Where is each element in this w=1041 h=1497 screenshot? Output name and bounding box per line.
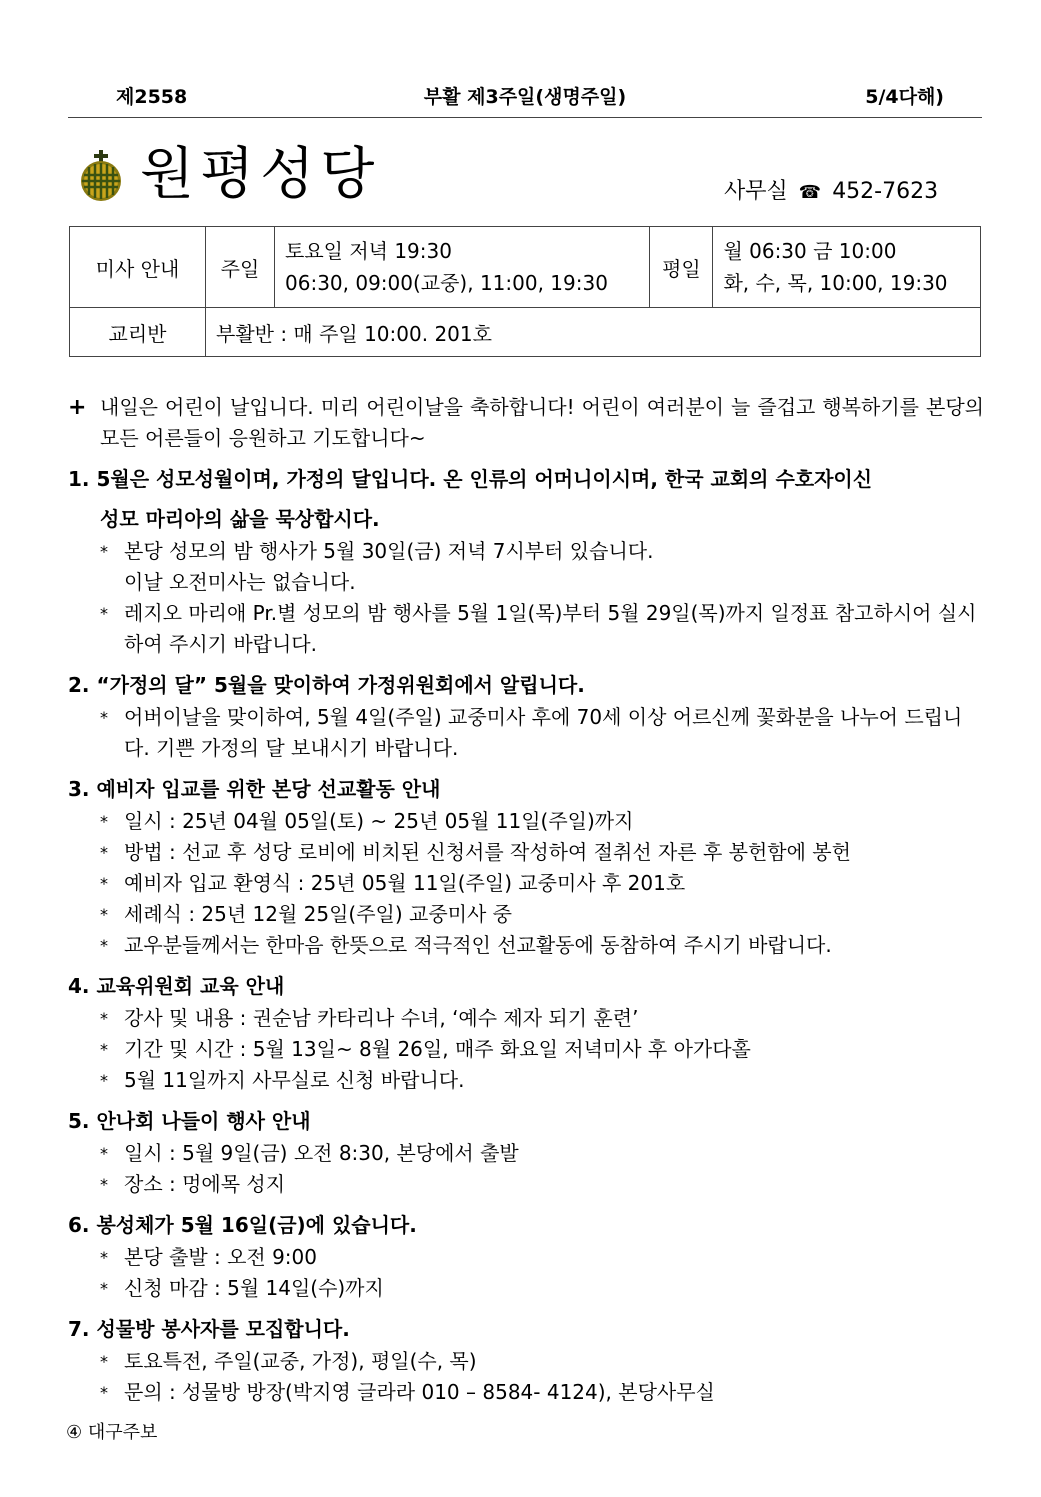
sunday-times-line2: 06:30, 09:00(교중), 11:00, 19:30 — [285, 271, 608, 295]
item-text: 레지오 마리애 Pr.별 성모의 밤 행사를 5월 1일(목)부터 5월 29일(목)까지 일정표 참고하시어 실시하여 주시기 바랍니다. — [124, 601, 977, 656]
item-text: 예비자 입교 환영식 : 25년 05월 11일(주일) 교중미사 후 201호 — [124, 871, 686, 895]
announcement-section — [68, 1312, 984, 1408]
item-text: 토요특전, 주일(교중, 가정), 평일(수, 목) — [124, 1349, 477, 1373]
mass-schedule-table — [69, 226, 981, 357]
announcement-item — [68, 702, 984, 764]
announcement-section — [68, 462, 984, 660]
section-title — [68, 1208, 984, 1242]
section-title — [68, 1312, 984, 1346]
asterisk-icon: * — [100, 905, 108, 924]
section-title-text: 7. 성물방 봉사자를 모집합니다. — [68, 1317, 350, 1341]
weekday-times-line2: 화, 수, 목, 10:00, 19:30 — [723, 271, 948, 295]
announcement-item — [68, 930, 984, 961]
asterisk-icon: * — [100, 874, 108, 893]
asterisk-icon: * — [100, 812, 108, 831]
asterisk-icon: * — [100, 1248, 108, 1267]
catechism-value: 부활반 : 매 주일 10:00. 201호 — [206, 308, 981, 357]
announcement-item — [68, 1346, 984, 1377]
sunday-label: 주일 — [206, 227, 275, 308]
announcement-item — [68, 837, 984, 868]
item-text: 일시 : 5월 9일(금) 오전 8:30, 본당에서 출발 — [124, 1141, 519, 1165]
cross-icon: + — [68, 395, 87, 420]
announcement-item — [68, 1273, 984, 1304]
announcement-section — [68, 772, 984, 961]
announcement-section — [68, 668, 984, 764]
church-name: 원평성당 — [140, 142, 381, 207]
item-text: 교우분들께서는 한마음 한뜻으로 적극적인 선교활동에 동참하여 주시기 바랍니다. — [124, 933, 832, 957]
page-footer: ④ 대구주보 — [66, 1422, 158, 1443]
announcement-item — [68, 1065, 984, 1096]
item-text: 세례식 : 25년 12월 25일(주일) 교중미사 중 — [124, 902, 512, 926]
asterisk-icon: * — [100, 1352, 108, 1371]
bulletin-header — [68, 80, 982, 110]
bulletin-date: 5/4다해) — [865, 86, 944, 108]
announcement-item — [68, 536, 984, 567]
asterisk-icon: * — [100, 843, 108, 862]
announcement-item — [68, 868, 984, 899]
item-note: 이날 오전미사는 없습니다. — [124, 570, 356, 594]
asterisk-icon: * — [100, 1071, 108, 1090]
section-title — [68, 462, 984, 536]
office-contact — [724, 174, 938, 205]
announcements — [68, 392, 984, 1408]
item-text: 본당 출발 : 오전 9:00 — [124, 1245, 317, 1269]
notice-text: 내일은 어린이 날입니다. 미리 어린이날을 축하합니다! 어린이 여러분이 늘 즐겁고 행복하기를 본당의 모든 어른들이 응원하고 기도합니다~ — [100, 395, 984, 450]
liturgical-sunday: 부활 제3주일(생명주일) — [423, 86, 627, 108]
asterisk-icon: * — [100, 1383, 108, 1402]
announcement-item — [68, 1003, 984, 1034]
announcement-section — [68, 1208, 984, 1304]
section-title-text: 4. 교육위원회 교육 안내 — [68, 974, 285, 998]
sunday-times-line1: 토요일 저녁 19:30 — [285, 239, 452, 263]
header-divider — [68, 117, 982, 118]
section-title — [68, 668, 984, 702]
asterisk-icon: * — [100, 708, 108, 727]
announcement-item — [68, 806, 984, 837]
item-text: 5월 11일까지 사무실로 신청 바랍니다. — [124, 1068, 465, 1092]
office-phone: 452-7623 — [832, 179, 939, 204]
section-title-text: 6. 봉성체가 5월 16일(금)에 있습니다. — [68, 1213, 417, 1237]
item-text: 기간 및 시간 : 5월 13일~ 8월 26일, 매주 화요일 저녁미사 후 아가다홀 — [124, 1037, 751, 1061]
section-title-text: 2. “가정의 달” 5월을 맞이하여 가정위원회에서 알립니다. — [68, 673, 585, 697]
church-logo-icon — [78, 150, 124, 202]
mass-label: 미사 안내 — [70, 227, 206, 308]
item-text: 강사 및 내용 : 권순남 카타리나 수녀, ‘예수 제자 되기 훈련’ — [124, 1006, 639, 1030]
announcement-item — [68, 899, 984, 930]
catechism-label: 교리반 — [70, 308, 206, 357]
section-title-text: 3. 예비자 입교를 위한 본당 선교활동 안내 — [68, 777, 441, 801]
announcement-item — [68, 1034, 984, 1065]
announcement-item — [68, 1138, 984, 1169]
asterisk-icon: * — [100, 1040, 108, 1059]
announcement-item — [68, 1169, 984, 1200]
announcement-item — [68, 1377, 984, 1408]
phone-icon: ☎ — [798, 182, 822, 203]
section-title-text: 5. 안나회 나들이 행사 안내 — [68, 1109, 311, 1133]
section-title-continued: 성모 마리아의 삶을 묵상합시다. — [100, 507, 380, 531]
asterisk-icon: * — [100, 542, 108, 561]
item-text: 일시 : 25년 04월 05일(토) ~ 25년 05월 11일(주일)까지 — [124, 809, 634, 833]
issue-number: 제2558 — [116, 86, 188, 108]
asterisk-icon: * — [100, 1144, 108, 1163]
weekday-times-line1: 월 06:30 금 10:00 — [723, 239, 897, 263]
asterisk-icon: * — [100, 1279, 108, 1298]
childrens-day-notice — [68, 392, 984, 454]
item-text: 신청 마감 : 5월 14일(수)까지 — [124, 1276, 384, 1300]
item-text: 장소 : 멍에목 성지 — [124, 1172, 286, 1196]
announcement-item — [68, 598, 984, 660]
item-text: 어버이날을 맞이하여, 5월 4일(주일) 교중미사 후에 70세 이상 어르신께 꽃화분을 나누어 드립니다. 기쁜 가정의 달 보내시기 바랍니다. — [124, 705, 963, 760]
asterisk-icon: * — [100, 936, 108, 955]
asterisk-icon: * — [100, 604, 108, 623]
item-text: 본당 성모의 밤 행사가 5월 30일(금) 저녁 7시부터 있습니다. — [124, 539, 654, 563]
asterisk-icon: * — [100, 1175, 108, 1194]
announcement-section — [68, 969, 984, 1096]
asterisk-icon: * — [100, 1009, 108, 1028]
item-text: 문의 : 성물방 방장(박지영 글라라 010 – 8584- 4124), 본당사무실 — [124, 1380, 715, 1404]
weekday-times — [713, 227, 981, 308]
section-title — [68, 1104, 984, 1138]
sunday-times — [275, 227, 650, 308]
weekday-label: 평일 — [650, 227, 713, 308]
section-title — [68, 969, 984, 1003]
section-title-text: 1. 5월은 성모성월이며, 가정의 달입니다. 온 인류의 어머니이시며, 한국 교회의 수호자이신 — [68, 467, 873, 491]
office-label: 사무실 — [724, 179, 788, 204]
item-text: 방법 : 선교 후 성당 로비에 비치된 신청서를 작성하여 절취선 자른 후 봉헌함에 봉헌 — [124, 840, 851, 864]
announcement-item — [68, 1242, 984, 1273]
section-title — [68, 772, 984, 806]
announcement-section — [68, 1104, 984, 1200]
